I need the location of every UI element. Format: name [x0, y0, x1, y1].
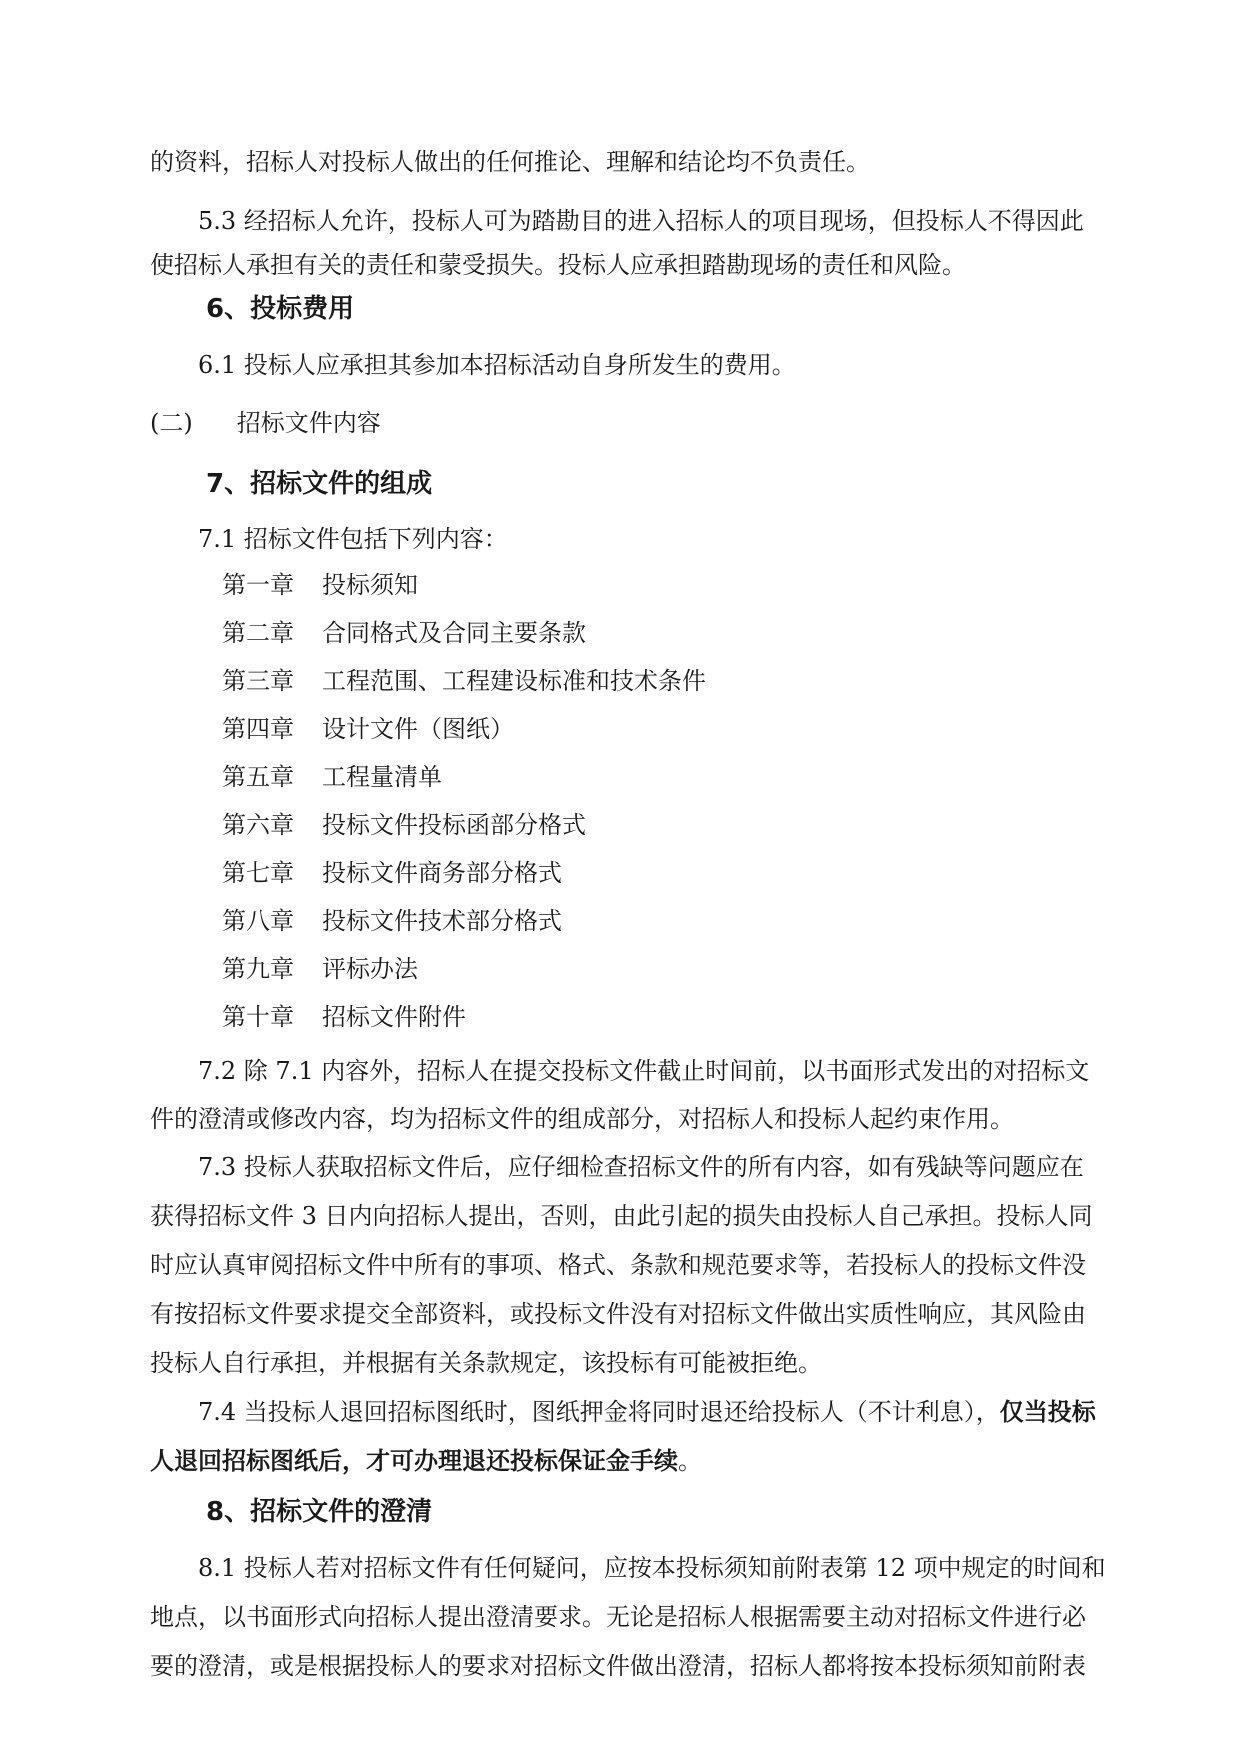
- paragraph-line: [150, 1446, 1118, 1476]
- chapter-number: 第五章: [222, 763, 294, 791]
- chapter-title: 投标文件技术部分格式: [322, 907, 562, 935]
- section-label: 招标文件内容: [236, 409, 381, 437]
- chapter-number: 第七章: [222, 859, 294, 887]
- chapter-item: [222, 906, 562, 936]
- chapter-number: 第三章: [222, 667, 294, 695]
- paragraph-line: 7.2 除 7.1 内容外，招标人在提交投标文件截止时间前，以书面形式发出的对招标文: [198, 1057, 1090, 1085]
- paragraph-line: 获得招标文件 3 日内向招标人提出，否则，由此引起的损失由投标人自己承担。投标人同: [150, 1202, 1093, 1230]
- paragraph-line: 件的澄清或修改内容，均为招标文件的组成部分，对招标人和投标人起约束作用。: [150, 1105, 1014, 1133]
- chapter-item: [222, 618, 586, 648]
- chapter-item: [222, 858, 562, 888]
- chapter-number: 第一章: [222, 571, 294, 599]
- heading-8: 8、招标文件的澄清: [206, 1497, 433, 1527]
- paragraph-line: 5.3 经招标人允许，投标人可为踏勘目的进入招标人的项目现场，但投标人不得因此: [198, 207, 1084, 235]
- chapter-number: 第二章: [222, 619, 294, 647]
- paragraph-line: 时应认真审阅招标文件中所有的事项、格式、条款和规范要求等，若投标人的投标文件没: [150, 1251, 1086, 1279]
- chapter-title: 投标文件商务部分格式: [322, 859, 562, 887]
- heading-6: 6、投标费用: [206, 294, 355, 324]
- chapter-item: [222, 762, 442, 792]
- chapter-number: 第四章: [222, 715, 294, 743]
- paragraph-line: 6.1 投标人应承担其参加本招标活动自身所发生的费用。: [198, 351, 796, 379]
- chapter-title: 投标文件投标函部分格式: [322, 811, 586, 839]
- text-run: 7.4 当投标人退回招标图纸时，图纸押金将同时退还给投标人（不计利息），: [198, 1398, 1000, 1426]
- bold-text-run: 人退回招标图纸后，才可办理退还投标保证金手续: [150, 1446, 678, 1475]
- chapter-item: [222, 954, 418, 984]
- paragraph-line: 的资料，招标人对投标人做出的任何推论、理解和结论均不负责任。: [150, 148, 870, 176]
- chapter-item: [222, 666, 706, 696]
- paragraph-line: 7.3 投标人获取招标文件后，应仔细检查招标文件的所有内容，如有残缺等问题应在: [198, 1153, 1084, 1181]
- chapter-item: [222, 810, 586, 840]
- chapter-title: 投标须知: [322, 571, 418, 599]
- paragraph-line: 投标人自行承担，并根据有关条款规定，该投标有可能被拒绝。: [150, 1349, 822, 1377]
- heading-7: 7、招标文件的组成: [206, 469, 433, 499]
- chapter-title: 设计文件（图纸）: [322, 715, 514, 743]
- paragraph-line: 要的澄清，或是根据投标人的要求对招标文件做出澄清，招标人都将按本投标须知前附表: [150, 1652, 1086, 1680]
- chapter-item: [222, 1002, 466, 1032]
- chapter-title: 招标文件附件: [322, 1003, 466, 1031]
- paragraph-line: 使招标人承担有关的责任和蒙受损失。投标人应承担踏勘现场的责任和风险。: [150, 251, 966, 279]
- chapter-title: 合同格式及合同主要条款: [322, 619, 586, 647]
- chapter-number: 第九章: [222, 955, 294, 983]
- chapter-title: 工程量清单: [322, 763, 442, 791]
- paragraph-line: 7.1 招标文件包括下列内容：: [198, 525, 508, 553]
- paragraph-line: [198, 1397, 1166, 1427]
- chapter-item: [222, 570, 418, 600]
- chapter-number: 第八章: [222, 907, 294, 935]
- text-run: 。: [678, 1447, 702, 1475]
- chapter-title: 评标办法: [322, 955, 418, 983]
- bold-text-run: 仅当投标: [999, 1397, 1096, 1426]
- paragraph-line: 8.1 投标人若对招标文件有任何疑问，应按本投标须知前附表第 12 项中规定的时间和: [198, 1554, 1106, 1582]
- chapter-number: 第六章: [222, 811, 294, 839]
- paragraph-line: 地点，以书面形式向招标人提出澄清要求。无论是招标人根据需要主动对招标文件进行必: [150, 1603, 1086, 1631]
- section-number: (二): [150, 409, 193, 437]
- section-heading: [150, 408, 381, 438]
- paragraph-line: 有按招标文件要求提交全部资料，或投标文件没有对招标文件做出实质性响应，其风险由: [150, 1300, 1086, 1328]
- chapter-item: [222, 714, 514, 744]
- chapter-number: 第十章: [222, 1003, 294, 1031]
- chapter-title: 工程范围、工程建设标准和技术条件: [322, 667, 706, 695]
